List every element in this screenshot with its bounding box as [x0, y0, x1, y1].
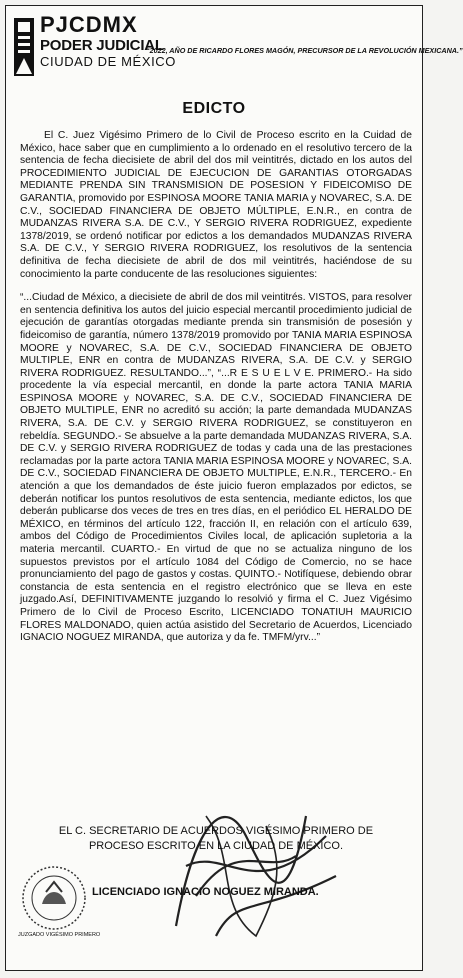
signer-name: LICENCIADO IGNACIO NOGUEZ MIRANDA. — [92, 886, 319, 898]
document-title: EDICTO — [182, 100, 246, 117]
court-seal-icon — [20, 864, 88, 934]
logo-line-2: CIUDAD DE MÉXICO — [40, 54, 177, 69]
secretary-title-line-1: EL C. SECRETARIO DE ACUERDOS VIGÉSIMO PRIMERO DE — [58, 825, 374, 837]
logo-title: PJCDMX — [40, 12, 138, 37]
edict-body — [20, 130, 412, 656]
seal-caption: JUZGADO VIGÉSIMO PRIMERO — [18, 932, 101, 938]
intro-paragraph: El C. Juez Vigésimo Primero de lo Civil de Proceso escrito en la Cuidad de México, hace saber que en cumplimiento a lo ordenado en el resolutivo tercero de la sentencia de fecha diecisiete de abril del dos mil veintitrés, dictado en los autos del PROCEDIMIENTO JUDICIAL DE EJECUCION DE GARANTIAS OTORGADAS MEDIANTE PRENDA SIN TRANSMISION DE POSESION Y FIDEICOMISO DE GARANTIA, promovido por ESPINOSA MOORE TANIA MARIA y NOVAREC, S.A. DE C.V., SOCIEDAD FINANCIERA DE OBJETO MÚLTIPLE, E.N.R., en contra de MUDANZAS RIVERA S.A. DE C.V., Y SERGIO RIVERA RODRIGUEZ, expediente 1378/2019, se ordenó notificar por edictos a los demandados MUDANZAS RIVERA S.A. DE C.V., Y SERGIO RIVERA RODRIGUEZ, los resolutivos de la sentencia definitiva de fecha diecisiete de abril de dos mil veintitrés, haciéndose de su conocimiento la parte conducente de las resoluciones siguientes: — [20, 130, 412, 280]
year-motto: “2022, AÑO DE RICARDO FLORES MAGÓN, PRECURSOR DE LA REVOLUCIÓN MEXICANA.” — [146, 46, 463, 55]
logo-text — [40, 13, 176, 70]
signature-block — [20, 824, 412, 854]
court-logo-icon — [12, 16, 36, 78]
logo-line-1: PODER JUDICIAL — [40, 37, 164, 54]
secretary-title-line-2: PROCESO ESCRITO EN LA CIUDAD DE MÉXICO. — [88, 840, 344, 852]
handwritten-signature — [136, 776, 356, 956]
resolution-quote: “...Ciudad de México, a diecisiete de abril de dos mil veintitrés. VISTOS, para resolver en sentencia definitiva los autos del juicio especial mercantil procedimiento judicial de ejecución de garantías otorgadas mediante prenda sin transmisión de posesión y fideicomiso de garantía, número 1378/2019 promovido por TANIA MARIA ESPINOSA MOORE y NOVAREC, S.A. DE C.V., SOCIEDAD FINANCIERA DE OBJETO MULTIPLE, ENR en contra de MUDANZAS RIVERA, S.A. DE C.V. y SERGIO RIVERA RODRIGUEZ. RESULTANDO...”, “...R E S U E L V E. PRIMERO.- Ha sido procedente la vía especial mercantil, en donde la parte actora TANIA MARIA ESPINOSA MOORE y NOVAREC, S.A. DE C.V., SOCIEDAD FINANCIERA DE OBJETO MULTIPLE, ENR no acreditó su acción; la parte demandada MUDANZAS RIVERA, S.A. DE C.V. y SERGIO RIVERA RODRIGUEZ, se constituyeron en rebeldía. SEGUNDO.- Se absuelve a la parte demandada MUDANZAS RIVERA, S.A. DE C.V. y SERGIO RIVERA RODRIGUEZ de todas y cada una de las prestaciones reclamadas por la parte actora TANIA MARIA ESPINOSA MOORE y NOVAREC, S.A. DE C.V., SOCIEDAD FINANCIERA DE OBJETO MULTIPLE, E.N.R., TERCERO.- En atención a que los demandados de éste juicio fueron emplazados por edictos, se deberán notificar los puntos resolutivos de esta sentencia, mediante edictos, los que deberán publicarse dos veces de tres en tres días, en el periódico EL HERALDO DE MÉXICO, en términos del artículo 122, fracción II, en relación con el artículo 639, ambos del Código de Procedimientos Civiles local, de aplicación supletoria a la materia mercantil. CUARTO.- En virtud de que no se actualiza ninguno de los supuestos previstos por el artículo 1084 del Código de Comercio, no se hace pronunciamiento del pago de gastos y costas. QUINTO.- Notifíquese, debiendo obrar constancia de esta sentencia en el registro electrónico que se lleva en este juzgado.Así, DEFINITIVAMENTE juzgando lo resolvió y firma el C. Juez Vigésimo Primero de lo Civil de Proceso Escrito, LICENCIADO TONATIUH MAURICIO FLORES MALDONADO, quien actúa asistido del Secretario de Acuerdos, Licenciado IGNACIO NOGUEZ MIRANDA, que autoriza y da fe. TMFM/yrv...” — [20, 292, 412, 644]
edict-page — [5, 5, 463, 971]
header — [6, 6, 463, 86]
